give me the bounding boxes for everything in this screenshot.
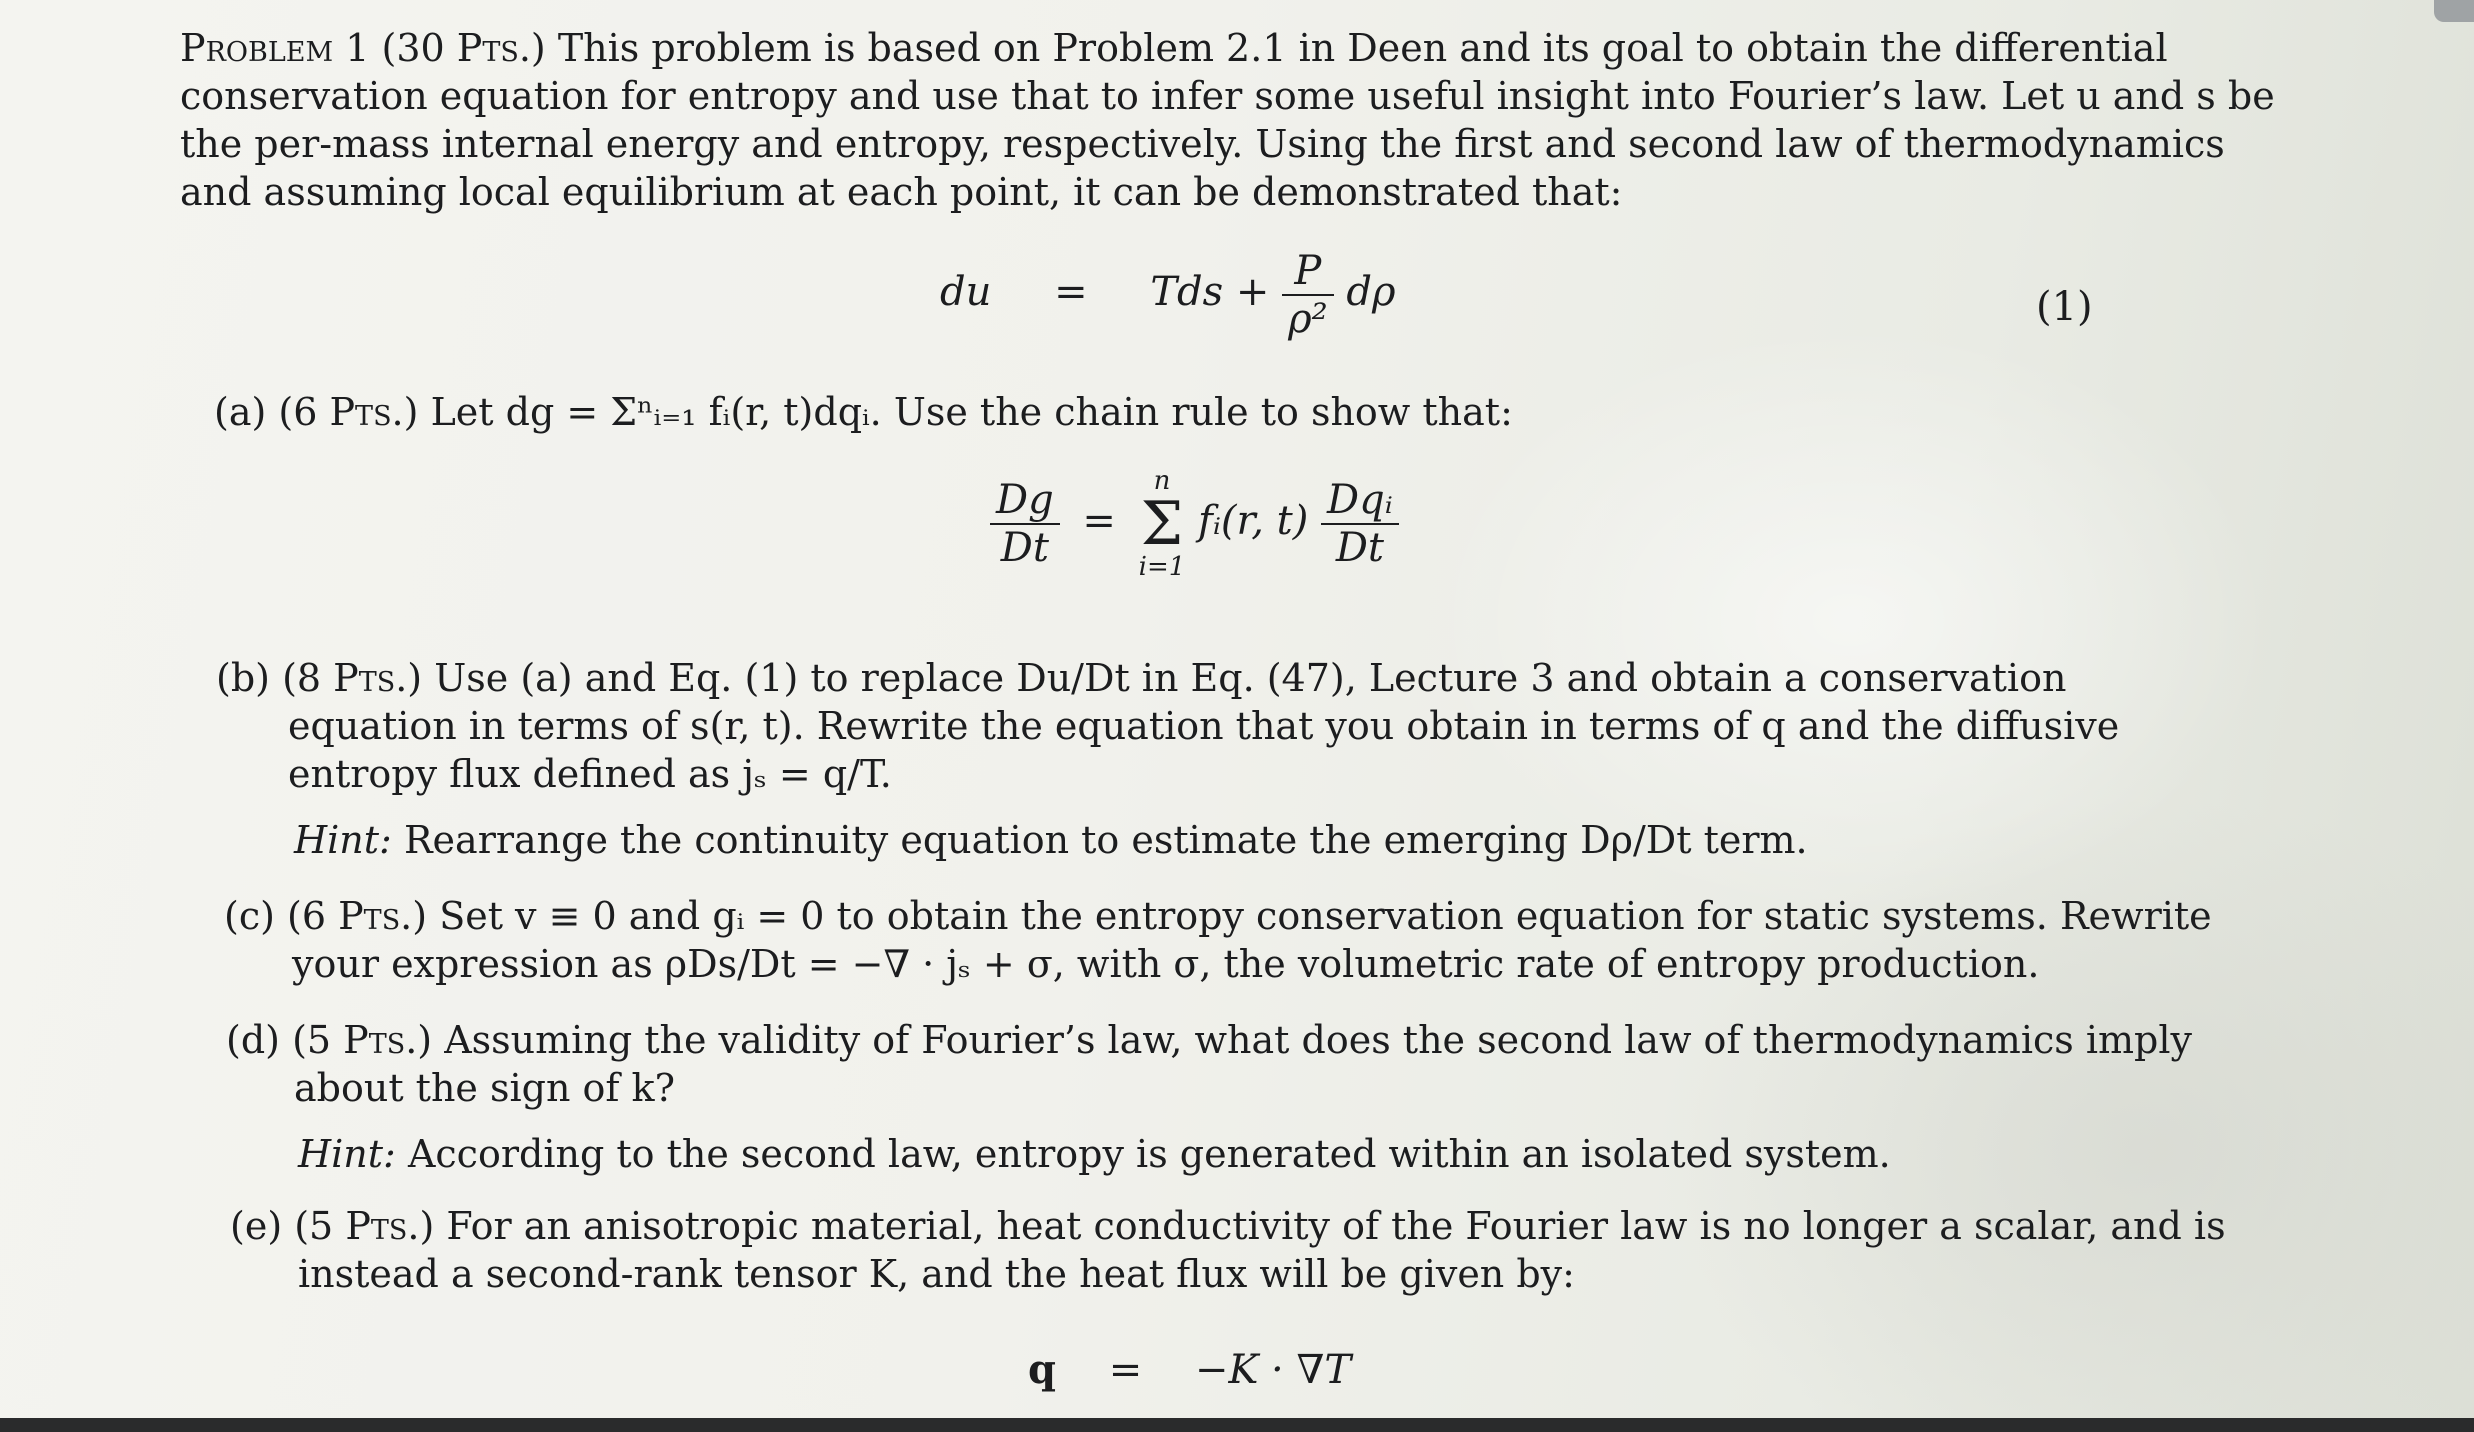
eq1-tag: (1) — [2036, 284, 2093, 330]
part-a-line — [214, 388, 1513, 436]
part-e-line-1 — [230, 1202, 2226, 1250]
part-c-line-1 — [224, 892, 2212, 940]
part-e-text-1: For an anisotropic material, heat conductivity of the Fourier law is no longer a scalar, and is — [446, 1204, 2226, 1248]
part-c-label: (c) — [224, 894, 275, 938]
eq-a-term: fᵢ(r, t) — [1198, 498, 1309, 544]
part-b-points: (8 Pts.) — [282, 656, 423, 700]
eq-a-rhs-fraction — [1321, 477, 1399, 571]
equation-1 — [940, 248, 1396, 342]
eq-a-rhs-num: Dqᵢ — [1327, 477, 1393, 523]
part-b-line-2: equation in terms of s(r, t). Rewrite the equation that you obtain in terms of q and the diffusive — [288, 704, 2120, 748]
part-b-line-3: entropy flux defined as jₛ = q/T. — [288, 752, 892, 796]
part-d-text-1: Assuming the validity of Fourier’s law, what does the second law of thermodynamics imply — [444, 1018, 2192, 1062]
eq1-rel: = — [1054, 269, 1088, 315]
eq-a-sum-top: n — [1153, 466, 1171, 496]
eq1-frac-num: P — [1294, 248, 1322, 294]
problem-intro-line-3: the per-mass internal energy and entropy, respectively. Using the first and second law of thermodynamics — [180, 122, 2225, 166]
part-a-points: (6 Pts.) — [278, 390, 419, 434]
part-d-hint — [298, 1130, 1891, 1178]
problem-intro-line-2: conservation equation for entropy and use that to infer some useful insight into Fourier’s law. Let u and s be — [180, 74, 2275, 118]
problem-intro-line-1 — [180, 24, 2168, 72]
eq-a-rhs-den: Dt — [1321, 523, 1399, 571]
part-d-line-1 — [226, 1016, 2192, 1064]
intro-text-1: This problem is based on Problem 2.1 in Deen and its goal to obtain the differential — [557, 26, 2168, 70]
part-e-points: (5 Pts.) — [294, 1204, 435, 1248]
part-a-label: (a) — [214, 390, 267, 434]
part-d-hint-text: According to the second law, entropy is generated within an isolated system. — [407, 1132, 1891, 1176]
eq-a-rel: = — [1082, 498, 1116, 544]
eq-a-sum-symbol: Σ — [1140, 489, 1184, 559]
eq-a-lhs-num: Dg — [996, 477, 1054, 523]
part-b-text-1: Use (a) and Eq. (1) to replace Du/Dt in Eq. (47), Lecture 3 and obtain a conservation — [434, 656, 2067, 700]
eq-e-rhs: −K · ∇T — [1194, 1347, 1352, 1393]
problem-intro-line-4: and assuming local equilibrium at each point, it can be demonstrated that: — [180, 170, 1623, 214]
part-e-label: (e) — [230, 1204, 283, 1248]
problem-title: Problem 1 (30 Pts.) — [180, 26, 546, 70]
eq1-fraction — [1282, 248, 1334, 342]
part-d-label: (d) — [226, 1018, 280, 1062]
part-a-text: Let dg = Σⁿᵢ₌₁ fᵢ(r, t)dqᵢ. Use the chain rule to show that: — [430, 390, 1513, 434]
part-b-hint-label: Hint: — [294, 818, 392, 862]
eq-a-lhs-fraction — [990, 477, 1060, 571]
part-c-line-2: your expression as ρDs/Dt = −∇ · jₛ + σ, with σ, the volumetric rate of entropy production. — [292, 942, 2040, 986]
part-b-label: (b) — [216, 656, 270, 700]
equation-e — [1028, 1346, 1351, 1393]
part-d-hint-label: Hint: — [298, 1132, 396, 1176]
bottom-edge — [0, 1418, 2474, 1432]
part-d-line-2: about the sign of k? — [294, 1066, 675, 1110]
part-d-points: (5 Pts.) — [292, 1018, 433, 1062]
eq-e-lhs: q — [1028, 1346, 1056, 1393]
part-b-hint — [294, 816, 1808, 864]
eq1-rhs-a: Tds + — [1150, 269, 1270, 315]
part-c-text-1: Set v ≡ 0 and gᵢ = 0 to obtain the entropy conservation equation for static systems. Rewrite — [439, 894, 2212, 938]
eq1-lhs: du — [940, 269, 992, 315]
equation-a — [990, 468, 1399, 580]
page-corner-tab — [2434, 0, 2474, 22]
part-c-points: (6 Pts.) — [287, 894, 428, 938]
eq-a-summation — [1139, 468, 1186, 580]
eq-a-lhs-den: Dt — [990, 523, 1060, 571]
eq-e-rel: = — [1108, 1347, 1143, 1393]
part-b-line-1 — [216, 654, 2066, 702]
eq-a-sum-bottom: i=1 — [1138, 552, 1186, 582]
part-b-hint-text: Rearrange the continuity equation to estimate the emerging Dρ/Dt term. — [403, 818, 1808, 862]
eq1-frac-den: ρ² — [1282, 294, 1334, 342]
part-e-line-2: instead a second-rank tensor K, and the heat flux will be given by: — [298, 1252, 1575, 1296]
eq1-rhs-b: dρ — [1346, 269, 1396, 315]
